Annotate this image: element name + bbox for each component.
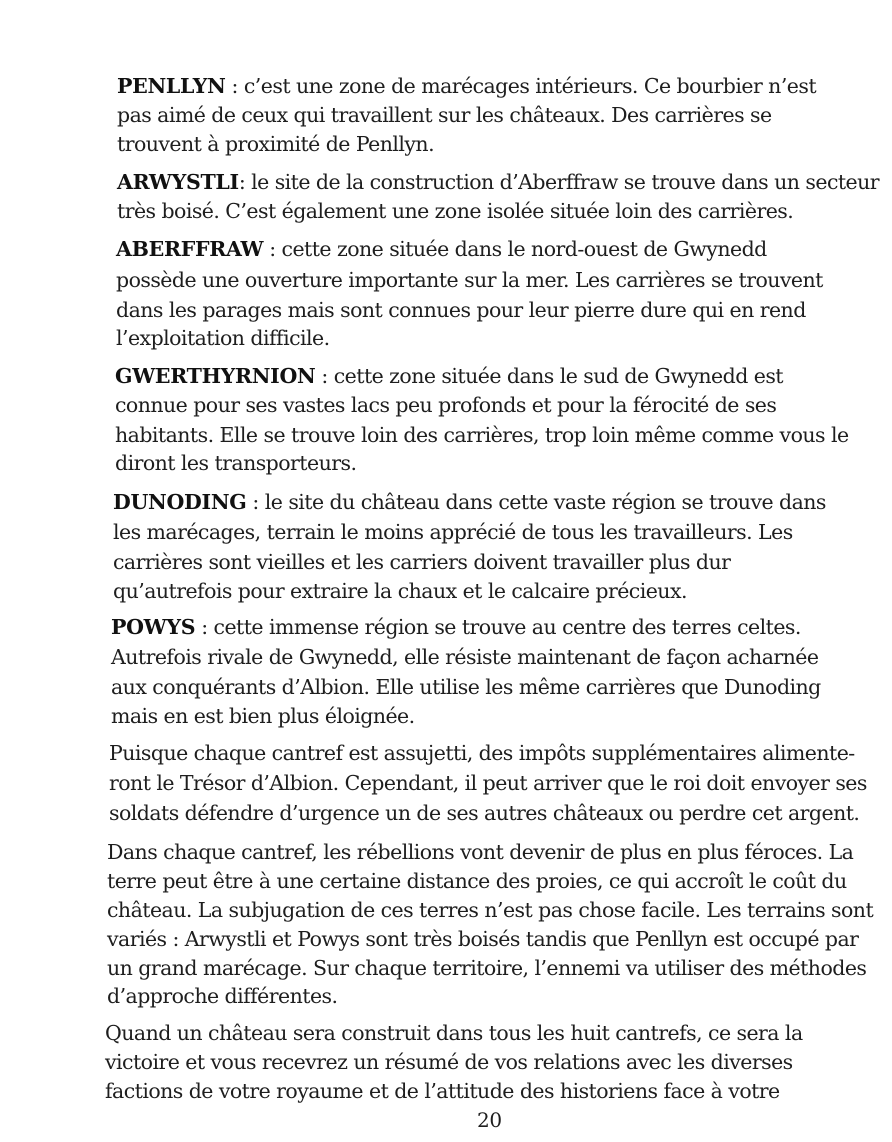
entry-line: qu’autrefois pour extraire la chaux et le calcaire précieux. — [113, 579, 687, 603]
paragraph-line: terre peut être à une certaine distance des proies, ce qui accroît le coût du — [107, 869, 847, 893]
entry-line: Autrefois rivale de Gwynedd, elle résiste maintenant de façon acharnée — [111, 645, 819, 669]
entry-text: : le site de la construction d’Aberffraw se trouve dans un secteur — [238, 170, 880, 194]
entry-line: habitants. Elle se trouve loin des carrières, trop loin même comme vous le — [115, 423, 849, 447]
entry-line: très boisé. C’est également une zone isolée située loin des carrières. — [117, 199, 794, 223]
paragraph-line: Puisque chaque cantref est assujetti, des impôts supplémentaires alimente- — [109, 741, 855, 765]
entry-text: : le site du château dans cette vaste région se trouve dans — [246, 490, 826, 514]
entry-line — [115, 362, 783, 390]
entry-line: les marécages, terrain le moins apprécié de tous les travailleurs. Les — [113, 520, 793, 544]
entry-text: : cette zone située dans le sud de Gwynedd est — [315, 364, 783, 388]
entry-line — [113, 488, 826, 516]
entry-term: DUNODING — [113, 490, 247, 514]
entry-line: possède une ouverture importante sur la mer. Les carrières se trouvent — [116, 268, 823, 292]
paragraph-line: victoire et vous recevrez un résumé de vos relations avec les diverses — [105, 1050, 793, 1074]
paragraph-line: un grand marécage. Sur chaque territoire, l’ennemi va utiliser des méthodes — [107, 956, 867, 980]
entry-line — [117, 72, 816, 100]
entry-line: aux conquérants d’Albion. Elle utilise les même carrières que Dunoding — [111, 675, 821, 699]
entry-line: mais en est bien plus éloignée. — [111, 704, 415, 728]
paragraph-line: Quand un château sera construit dans tous les huit cantrefs, ce sera la — [105, 1021, 803, 1045]
paragraph-line: d’approche différentes. — [107, 984, 338, 1008]
entry-line: dans les parages mais sont connues pour leur pierre dure qui en rend — [116, 298, 806, 322]
entry-term: PENLLYN — [117, 74, 226, 98]
entry-term: POWYS — [111, 615, 196, 639]
paragraph-line: château. La subjugation de ces terres n’est pas chose facile. Les terrains sont — [107, 898, 874, 922]
entry-term: ARWYSTLI — [117, 170, 239, 194]
paragraph-line: Dans chaque cantref, les rébellions vont devenir de plus en plus féroces. La — [107, 840, 854, 864]
entry-line: l’exploitation difficile. — [116, 326, 330, 350]
entry-line — [116, 235, 767, 263]
paragraph-line: variés : Arwystli et Powys sont très boisés tandis que Penllyn est occupé par — [107, 927, 859, 951]
entry-line: trouvent à proximité de Penllyn. — [117, 132, 435, 156]
paragraph-line: ront le Trésor d’Albion. Cependant, il peut arriver que le roi doit envoyer ses — [109, 771, 867, 795]
entry-text: : c’est une zone de marécages intérieurs. Ce bourbier n’est — [225, 74, 817, 98]
entry-line: diront les transporteurs. — [115, 451, 357, 475]
paragraph-line: factions de votre royaume et de l’attitude des historiens face à votre — [105, 1079, 780, 1103]
page-number: 20 — [477, 1108, 502, 1132]
entry-text: : cette zone située dans le nord-ouest de Gwynedd — [263, 237, 767, 261]
paragraph-line: soldats défendre d’urgence un de ses autres châteaux ou perdre cet argent. — [109, 801, 860, 825]
entry-text: : cette immense région se trouve au centre des terres celtes. — [195, 615, 801, 639]
entry-line: pas aimé de ceux qui travaillent sur les châteaux. Des carrières se — [117, 103, 772, 127]
entry-line: carrières sont vieilles et les carriers doivent travailler plus dur — [113, 550, 731, 574]
entry-line — [111, 613, 801, 641]
entry-line: connue pour ses vastes lacs peu profonds et pour la férocité de ses — [115, 393, 777, 417]
entry-term: ABERFFRAW — [116, 237, 264, 261]
entry-term: GWERTHYRNION — [115, 364, 316, 388]
entry-line — [117, 168, 879, 196]
